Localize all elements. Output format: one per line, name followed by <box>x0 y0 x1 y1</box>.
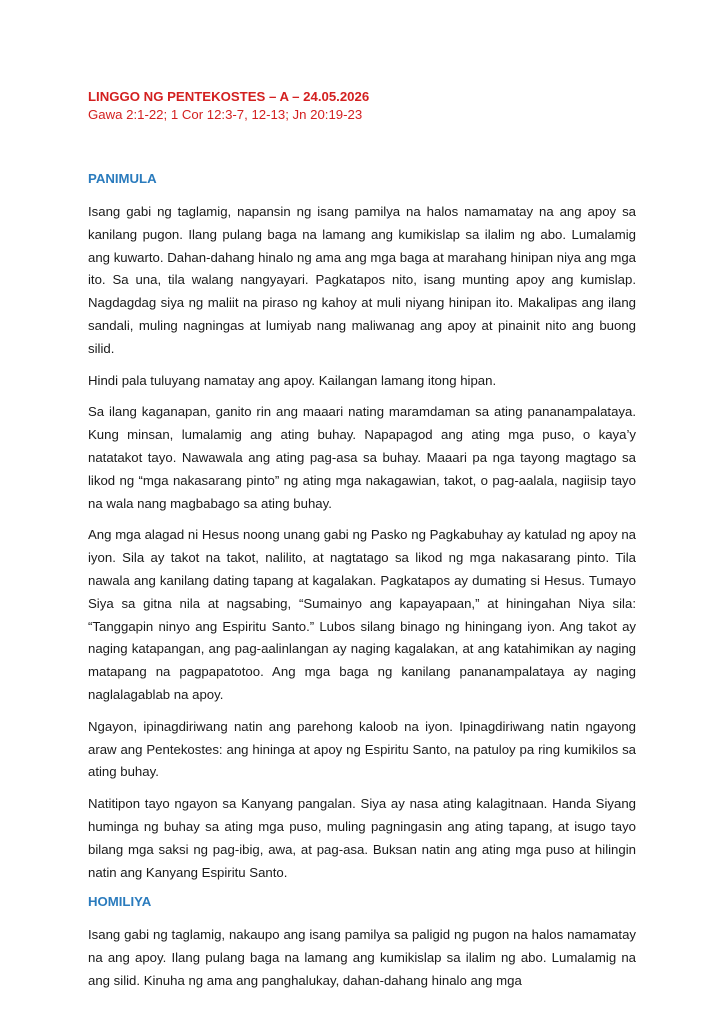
paragraph: Natitipon tayo ngayon sa Kanyang pangalan. Siya ay nasa ating kalagitnaan. Handa Siyang huminga ng buhay sa ating mga puso, muling pagningasin ang ating tapang, at isugo tayo bilang mga saksi ng pag-ibig, awa, at pag-asa. Buksan natin ang ating mga puso at hilingin natin ang Kanyang Espiritu Santo. <box>88 796 636 880</box>
paragraph: Sa ilang kaganapan, ganito rin ang maaari nating maramdaman sa ating pananampalataya. Kung minsan, lumalamig ang ating buhay. Napapagod ang ating mga puso, o kaya’y natatakot tayo. Nawawala ang ating pag-asa sa buhay. Maaari pa nga tayong magtago sa likod ng “mga nakasarang pinto” ng ating mga nakagawian, takot, o pag-aalala, nagiisip tayo na wala nang magbabago sa ating buhay. <box>88 404 636 511</box>
paragraph: Isang gabi ng taglamig, napansin ng isang pamilya na halos namamatay na ang apoy sa kanilang pugon. Ilang pulang baga na lamang ang kumikislap sa ilalim ng abo. Lumalamig ang kuwarto. Dahan-dahang hinalo ng ama ang mga baga at marahang hinipan niya ang mga ito. Sa una, tila walang nangyayari. Pagkatapos nito, isang munting apoy ang kumislap. Nagdagdag siya ng maliit na piraso ng kahoy at muli niyang hinipan ito. Makalipas ang ilang sandali, muling nagningas at lumiyab nang maliwanag ang apoy at pinainit nito ang buong silid. <box>88 204 636 356</box>
document-page <box>88 88 636 1002</box>
paragraph: Ang mga alagad ni Hesus noong unang gabi ng Pasko ng Pagkabuhay ay katulad ng apoy na iyon. Sila ay takot na takot, nalilito, at nagtatago sa likod ng mga nakasarang pinto. Tila nawala ang kanilang dating tapang at kagalakan. Pagkatapos ay dumating si Hesus. Tumayo Siya sa gitna nila at nagsabing, “Sumainyo ang kapayapaan,” at hiningahan Niya sila: “Tanggapin ninyo ang Espiritu Santo.” Lubos silang binago ng hiningang iyon. Ang takot ay naging katapangan, ang pag-aalinlangan ay naging kagalakan, at ang katahimikan ay naging matapang na pagpapatotoo. Ang mga baga ng kanilang pananampalataya ay naging naglalagablab na apoy. <box>88 527 636 702</box>
scripture-readings: Gawa 2:1-22; 1 Cor 12:3-7, 12-13; Jn 20:19-23 <box>88 107 363 122</box>
section-homiliya <box>88 893 636 992</box>
section-heading-homiliya: HOMILIYA <box>88 894 152 910</box>
paragraph: Hindi pala tuluyang namatay ang apoy. Kailangan lamang itong hipan. <box>88 372 497 388</box>
section-panimula <box>88 170 636 884</box>
document-title: LINGGO NG PENTEKOSTES – A – 24.05.2026 <box>88 89 370 104</box>
section-heading-panimula: PANIMULA <box>88 171 157 186</box>
paragraph: Ngayon, ipinagdiriwang natin ang parehong kaloob na iyon. Ipinagdiriwang natin ngayong araw ang Pentekostes: ang hininga at apoy ng Espiritu Santo, na patuloy pa ring kumikilos sa ating buhay. <box>88 718 636 780</box>
paragraph: Isang gabi ng taglamig, nakaupo ang isang pamilya sa paligid ng pugon na halos namamatay na ang apoy. Ilang pulang baga na lamang ang kumikislap sa ilalim ng abo. Lumalamig na ang silid. Kinuha ng ama ang panghalukay, dahan-dahang hinalo ang mga <box>88 927 636 988</box>
